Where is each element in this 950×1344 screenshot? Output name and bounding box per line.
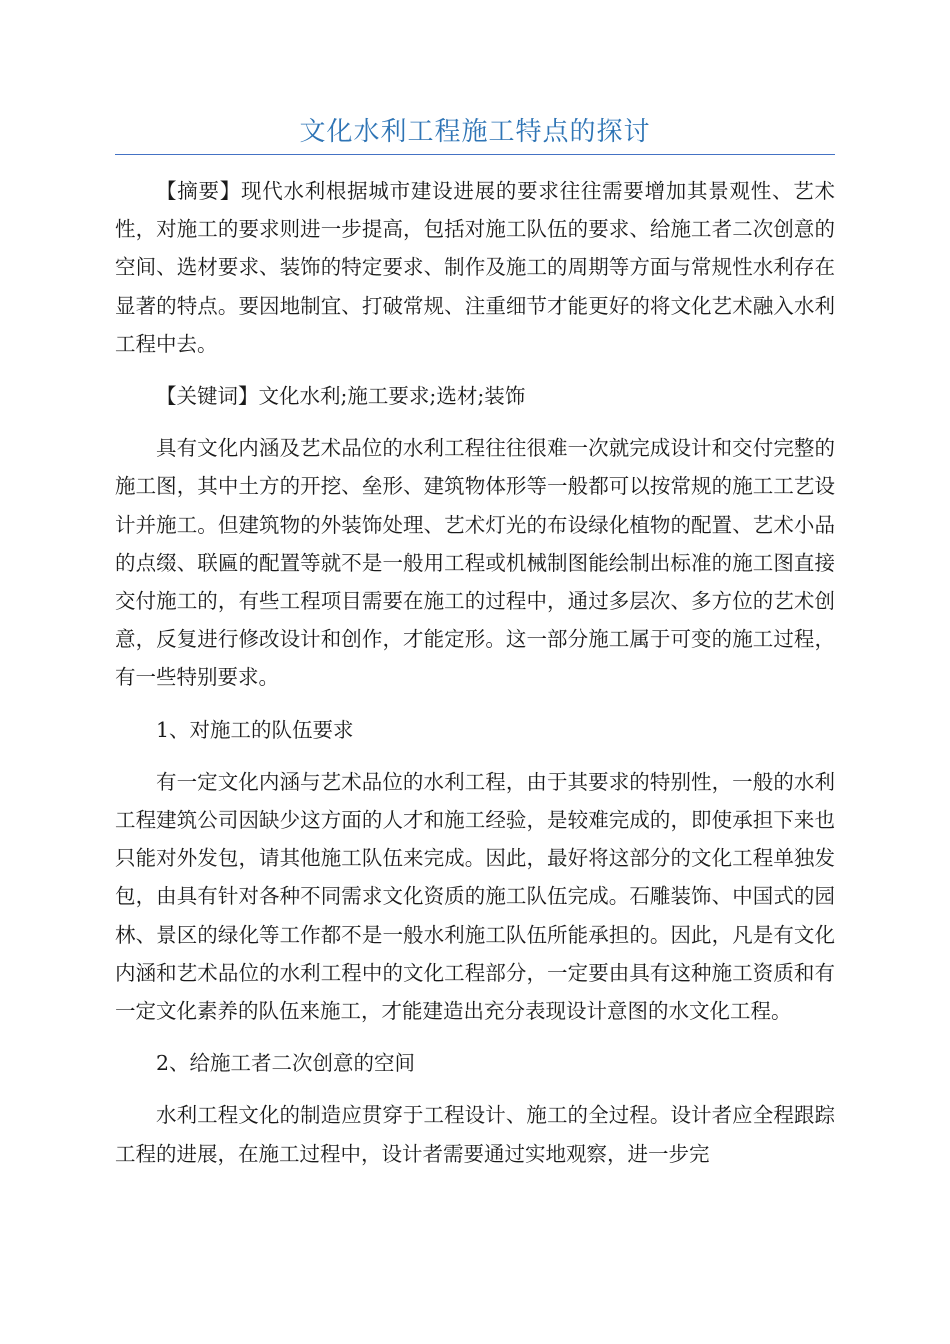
title-underline <box>115 154 835 155</box>
section-1-paragraph: 有一定文化内涵与艺术品位的水利工程，由于其要求的特别性，一般的水利工程建筑公司因缺少这方面的人才和施工经验，是较难完成的，即使承担下来也只能对外发包，请其他施工队伍来完成。因此，最好将这部分的文化工程单独发包，由具有针对各种不同需求文化资质的施工队伍完成。石雕装饰、中国式的园林、景区的绿化等工作都不是一般水利施工队伍所能承担的。因此，凡是有文化内涵和艺术品位的水利工程中的文化工程部分，一定要由具有这种施工资质和有一定文化素养的队伍来施工，才能建造出充分表现设计意图的水文化工程。 <box>115 769 835 1024</box>
abstract-paragraph: 【摘要】现代水利根据城市建设进展的要求往往需要增加其景观性、艺术性，对施工的要求则进一步提高，包括对施工队伍的要求、给施工者二次创意的空间、选材要求、装饰的特定要求、制作及施工的周期等方面与常规性水利存在显著的特点。要因地制宜、打破常规、注重细节才能更好的将文化艺术融入水利工程中去。 <box>115 179 835 356</box>
keywords-paragraph: 【关键词】文化水利;施工要求;选材;装饰 <box>156 384 526 409</box>
document-title: 文化水利工程施工特点的探讨 <box>299 117 651 147</box>
document-body <box>115 172 835 1187</box>
section-2-paragraph: 水利工程文化的制造应贯穿于工程设计、施工的全过程。设计者应全程跟踪工程的进展，在施工过程中，设计者需要通过实地观察，进一步完 <box>115 1103 835 1166</box>
intro-paragraph: 具有文化内涵及艺术品位的水利工程往往很难一次就完成设计和交付完整的施工图，其中土方的开挖、垒形、建筑物体形等一般都可以按常规的施工工艺设计并施工。但建筑物的外装饰处理、艺术灯光的布设绿化植物的配置、艺术小品的点缀、联匾的配置等就不是一般用工程或机械制图能绘制出标准的施工图直接交付施工的，有些工程项目需要在施工的过程中，通过多层次、多方位的艺术创意，反复进行修改设计和创作，才能定形。这一部分施工属于可变的施工过程，有一些特别要求。 <box>115 436 835 690</box>
section-2-heading: 2、给施工者二次创意的空间 <box>156 1051 416 1076</box>
section-1-heading: 1、对施工的队伍要求 <box>156 717 354 742</box>
